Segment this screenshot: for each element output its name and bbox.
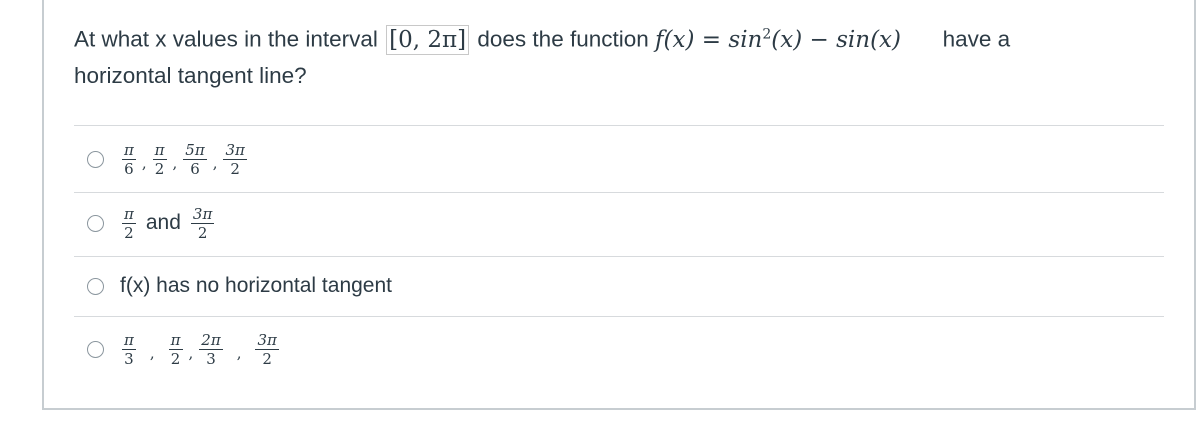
fraction: $\frac{\pi}{2}$ [154, 140, 165, 178]
divider [74, 192, 1164, 193]
fraction: $\frac{\pi}{3}$ [124, 330, 134, 368]
divider [74, 256, 1164, 257]
interval-math: [0, 2π] [386, 25, 469, 55]
function-expression: $f(x) = \sin^2(x) - \sin(x)$ [655, 26, 901, 53]
question-middle: does the function [477, 26, 649, 52]
answer-option-d[interactable] [74, 326, 1164, 372]
radio-button-d[interactable] [87, 341, 104, 358]
answer-option-b[interactable] [74, 200, 1164, 246]
fraction: $\frac{3\pi}{2}$ [192, 204, 213, 242]
fraction: $\frac{3\pi}{2}$ [225, 140, 245, 178]
divider [74, 316, 1164, 317]
question-prefix: At what x values in the interval [74, 26, 378, 52]
answer-a-content: $\frac{\pi}{6}$ , $\frac{\pi}{2}$ , $\frac{5\pi}{6}$ , $\frac{3\pi}{2}$ [124, 140, 245, 178]
answer-option-c[interactable] [74, 268, 1164, 304]
fraction: $\frac{3\pi}{2}$ [257, 330, 277, 368]
question-text [74, 16, 1174, 94]
answer-b-content [120, 206, 216, 241]
fraction: $\frac{\pi}{6}$ [124, 140, 134, 178]
answer-d-content: $\frac{\pi}{3}$ , $\frac{\pi}{2}$ , $\frac{2\pi}{3}$ , $\frac{3\pi}{2}$ [124, 330, 277, 368]
question-line-2: horizontal tangent line? [74, 62, 307, 88]
divider [74, 125, 1164, 126]
radio-button-b[interactable] [87, 215, 104, 232]
answer-c-text: f(x) has no horizontal tangent [120, 274, 392, 297]
answer-b-word: and [145, 211, 181, 234]
fraction: $\frac{\pi}{2}$ [170, 330, 181, 368]
question-suffix: have a [942, 26, 1011, 52]
quiz-question-card [42, 0, 1196, 410]
fraction: $\frac{2\pi}{3}$ [201, 330, 221, 368]
radio-button-a[interactable] [87, 151, 104, 168]
fraction: $\frac{5\pi}{6}$ [185, 140, 205, 178]
fraction: $\frac{\pi}{2}$ [124, 204, 134, 242]
answer-option-a[interactable] [74, 136, 1164, 182]
radio-button-c[interactable] [87, 278, 104, 295]
